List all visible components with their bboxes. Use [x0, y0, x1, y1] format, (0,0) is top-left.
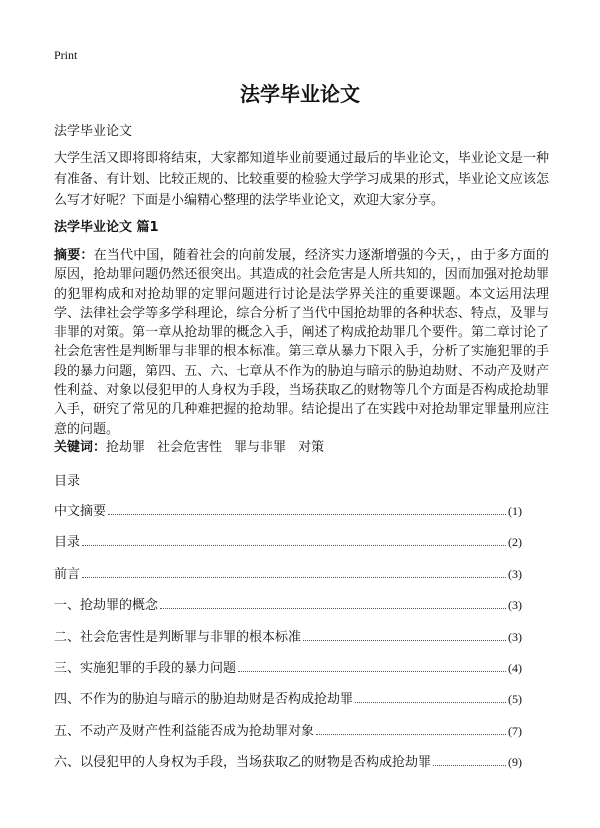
toc-leader-dots — [316, 734, 506, 735]
toc-entry-title: 二、社会危害性是判断罪与非罪的根本标准 — [54, 629, 302, 645]
toc-entry[interactable] — [54, 531, 522, 562]
toc-page-number: (4) — [508, 660, 522, 675]
section-heading: 法学毕业论文 篇1 — [54, 220, 159, 235]
keyword: 罪与非罪 — [234, 440, 287, 455]
print-link[interactable]: Print — [54, 48, 78, 62]
toc-leader-dots — [303, 640, 506, 641]
toc-page-number: (3) — [508, 566, 522, 581]
toc-page-number: (5) — [508, 692, 522, 707]
keyword: 抢劫罪 — [106, 440, 146, 455]
toc-entry[interactable] — [54, 500, 522, 531]
toc-entry-title: 目录 — [54, 535, 81, 551]
document-subtitle: 法学毕业论文 — [54, 124, 133, 139]
abstract-paragraph — [54, 246, 549, 439]
toc-entry-title: 中文摘要 — [54, 504, 107, 519]
toc-leader-dots — [82, 545, 506, 546]
toc-entry[interactable] — [54, 688, 522, 719]
keyword: 社会危害性 — [157, 440, 223, 455]
keywords-line — [54, 436, 336, 455]
page-title: 法学毕业论文 — [240, 82, 360, 106]
toc-entry[interactable] — [54, 563, 522, 594]
toc-page-number: (9) — [508, 755, 522, 770]
toc-page-number: (7) — [508, 723, 522, 738]
toc-entry[interactable] — [54, 626, 522, 657]
toc-leader-dots — [355, 702, 506, 703]
toc-entry-title: 三、实施犯罪的手段的暴力问题 — [54, 660, 237, 676]
toc-page-number: (3) — [508, 598, 522, 613]
abstract-text: 在当代中国，随着社会的向前发展，经济实力逐渐增强的今天，，由于多方面的原因，抢劫罪问题仍然还很突出。其造成的社会危害是人所共知的，因而加强对抢劫罪的犯罪构成和对抢劫罪的定罪问题进行讨论是法学界关注的重要课题。本文运用法理学、法律社会学等多学科理论，综合分析了当代中国抢劫罪的各种状态、特点，及罪与非罪的对策。第一章从抢劫罪的概念入手，阐述了构成抢劫罪几个要件。第二章讨论了社会危害性是判断罪与非罪的根本标准。第三章从暴力下限入手，分析了实施犯罪的手段的暴力问题，第四、五、六、七章从不作为的胁迫与暗示的胁迫劫财、不动产及财产性利益、对象以侵犯甲的人身权为手段，当场获取乙的财物等几个方面是否构成抢劫罪入手，研究了常见的几种难把握的抢劫罪。结论提出了在实践中对抢劫罪定罪量刑应注意的问题。 — [54, 248, 549, 437]
toc-heading: 目录 — [54, 474, 81, 489]
toc-page-number: (2) — [508, 535, 522, 550]
toc-page-number: (3) — [508, 629, 522, 644]
toc-leader-dots — [238, 671, 506, 672]
toc-entry-title: 前言 — [54, 566, 81, 582]
toc-entry[interactable] — [54, 657, 522, 688]
toc-entry-title: 六、以侵犯甲的人身权为手段，当场获取乙的财物是否构成抢劫罪 — [54, 755, 432, 771]
keywords-label: 关键词： — [54, 440, 107, 455]
toc-page-number: (1) — [508, 504, 522, 518]
toc-entry[interactable] — [54, 594, 522, 625]
toc-entry[interactable] — [54, 751, 522, 782]
keyword: 对策 — [298, 440, 325, 455]
toc-leader-dots — [82, 577, 506, 578]
toc-entry-title: 五、不动产及财产性利益能否成为抢劫罪对象 — [54, 723, 315, 739]
toc-entry-title: 四、不作为的胁迫与暗示的胁迫劫财是否构成抢劫罪 — [54, 692, 354, 708]
toc-leader-dots — [108, 514, 506, 515]
toc-entry-title: 一、抢劫罪的概念 — [54, 598, 159, 614]
table-of-contents — [54, 500, 522, 783]
toc-leader-dots — [433, 765, 506, 766]
intro-paragraph: 大学生活又即将即将结束，大家都知道毕业前要通过最后的毕业论文，毕业论文是一种有准备、有计划、比较正规的、比较重要的检验大学学习成果的形式，毕业论文应该怎么写才好呢？下面是小编精心整理的法学毕业论文，欢迎大家分享。 — [54, 151, 549, 208]
abstract-label: 摘要： — [54, 248, 94, 263]
toc-entry[interactable] — [54, 720, 522, 751]
toc-leader-dots — [160, 608, 506, 609]
